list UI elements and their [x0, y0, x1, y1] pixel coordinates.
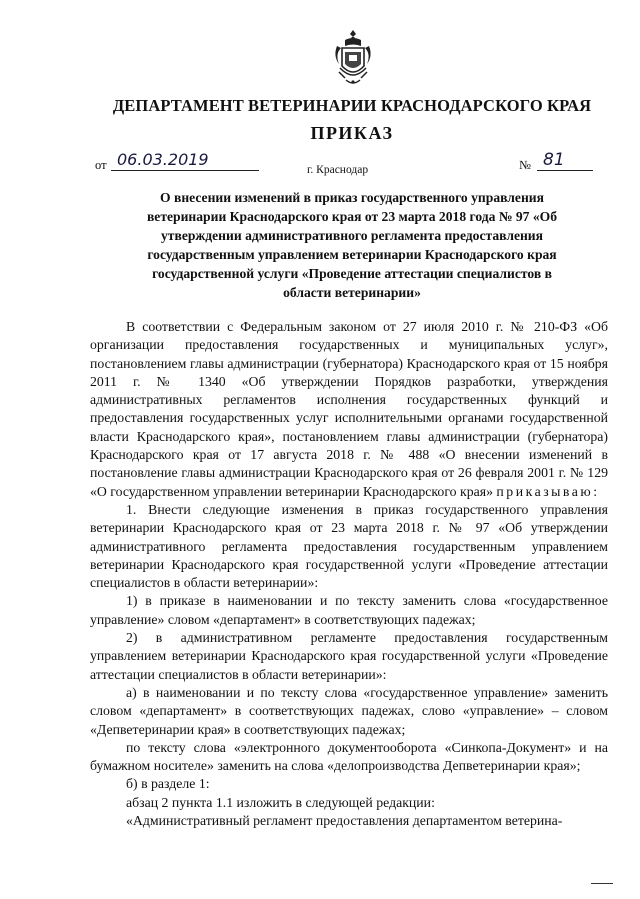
- item-paragraph: а) в наименовании и по тексту слова «государственное управление» заменить словом «департамент» в соответствующих падежах, слово «управление» – словом «Депветеринарии края» в соответствующих падежах;: [90, 684, 608, 737]
- preamble-text: В соответствии с Федеральным законом от 27 июля 2010 г. № 210-ФЗ «Об организации предоставления государственных и муниципальных услуг», постановлением главы администрации (губернатора) Краснодарского края от 15 ноября 2011 г. № 1340 «Об утверждении Порядков разработки, утверждения административных регламентов исполнения государственных функций и предоставления государственных услуг исполнительными органами государственной власти Краснодарского края», постановлением главы администрации (губернатора) Краснодарского края от 17 августа 2018 г. № 488 «О внесении изменений в постановление главы администрации Краснодарского края от 26 февраля 2001 г. № 129 «О государственном управлении ветеринарии Краснодарского края»: [90, 319, 608, 499]
- order-word: приказываю:: [496, 483, 600, 499]
- document-type-title: ПРИКАЗ: [310, 123, 394, 143]
- order-subject: О внесении изменений в приказ государственного управления ветеринарии Краснодарского края от 23 марта 2018 года № 97 «Об утверждении административного регламента предоставления государственным управлением ветеринарии Краснодарского края государственной услуги «Проведение аттестации специалистов в области ветеринарии»: [146, 190, 558, 300]
- preamble-paragraph: [90, 318, 608, 501]
- order-meta-row: [95, 150, 595, 178]
- department-name: ДЕПАРТАМЕНТ ВЕТЕРИНАРИИ КРАСНОДАРСКОГО КРАЯ: [112, 96, 592, 115]
- number-underline: [537, 170, 593, 171]
- date-underline: [111, 170, 259, 171]
- item-paragraph: 1) в приказе в наименовании и по тексту заменить слова «государственное управление» словом «департамент» в соответствующих падежах;: [90, 593, 608, 627]
- number-label: №: [519, 158, 531, 172]
- city-label: г. Краснодар: [307, 164, 369, 176]
- continuation-dash: [591, 883, 613, 884]
- coat-of-arms-emblem: [331, 28, 375, 88]
- order-date: 06.03.2019: [117, 150, 209, 169]
- order-body: [90, 318, 608, 830]
- item-paragraph: «Административный регламент предоставления департаментом ветерина-: [126, 813, 563, 829]
- order-number: 81: [543, 150, 565, 170]
- item-paragraph: 1. Внести следующие изменения в приказ государственного управления ветеринарии Краснодарского края от 23 марта 2018 г. № 97 «Об утверждении административного регламента предоставления государственным управлением ветеринарии Краснодарского края государственной услуги «Проведение аттестации специалистов в области ветеринарии»:: [90, 501, 608, 591]
- item-paragraph: по тексту слова «электронного документооборота «Синкопа-Документ» и на бумажном носителе» заменить на слова «делопроизводства Депветеринарии края»;: [90, 739, 608, 774]
- from-label: от: [95, 158, 107, 172]
- item-paragraph: 2) в административном регламенте предоставления государственным управлением ветеринарии Краснодарского края государственной услуги «Проведение аттестации специалистов в области ветеринарии»:: [90, 630, 608, 682]
- item-paragraph: абзац 2 пункта 1.1 изложить в следующей редакции:: [126, 794, 435, 810]
- item-paragraph: б) в разделе 1:: [126, 776, 210, 792]
